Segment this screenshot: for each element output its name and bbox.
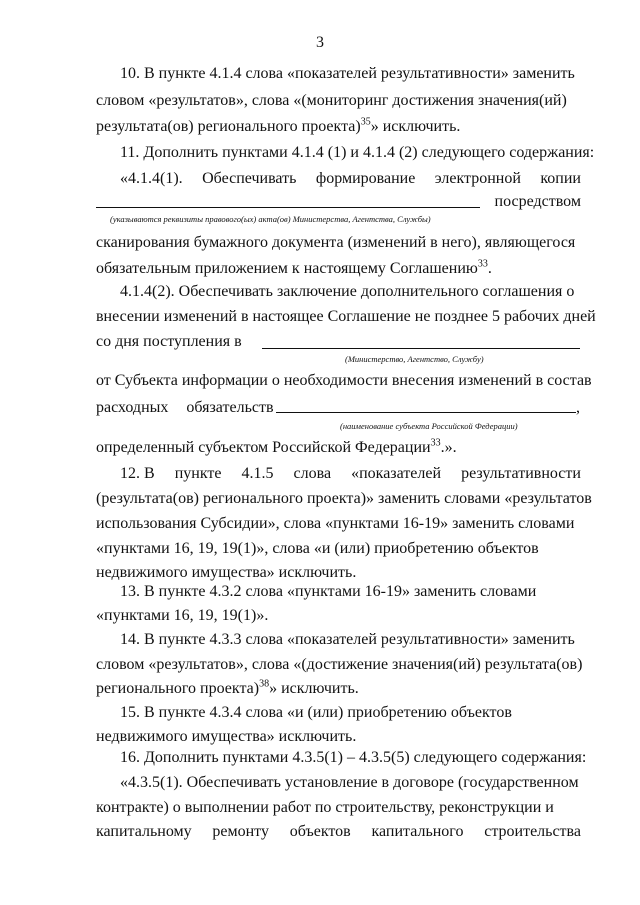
clause-word: ремонту [212, 823, 269, 840]
item-12-line-5: недвижимого имущества» исключить. [96, 564, 357, 581]
blank-note-ministry: (Министерство, Агентство, Службу) [345, 354, 484, 364]
blank-line-subject [276, 412, 576, 413]
clause-word: копии [540, 170, 581, 187]
clause-word: формирование [315, 170, 416, 187]
clause-4-1-4-2-line-4: от Субъекта информации о необходимости внесения изменений в состав [96, 372, 592, 389]
item-14-line-3-text: регионального проекта) [96, 680, 260, 697]
item-10-line-3-text: результата(ов) регионального проекта) [96, 118, 361, 135]
clause-4-1-4-2-line-5 [96, 398, 581, 418]
clause-4-1-4-1-posredstvom: посредством [494, 193, 581, 210]
item-10-line-2: словом «результатов», слова «(мониторинг достижения значения(ий) [96, 92, 567, 109]
blank-line-ministry [262, 348, 580, 349]
clause-4-3-5-1-line-3 [96, 822, 581, 842]
blank-note-legal-acts: (указываются реквизиты правового(ых) акта(ов) Министерства, Агентства, Службы) [110, 214, 431, 224]
item-12-line-1 [120, 464, 581, 484]
item-13-line-1: 13. В пункте 4.3.2 слова «пунктами 16-19» заменить словами [120, 583, 537, 600]
clause-4-1-4-2-line-1: 4.1.4(2). Обеспечивать заключение дополнительного соглашения о [120, 283, 575, 300]
clause-word: электронной [434, 170, 521, 187]
clause-word: капитального [371, 823, 464, 840]
item-15-line-2: недвижимого имущества» исключить. [96, 728, 357, 745]
item-14-line-1: 14. В пункте 4.3.3 слова «показателей результативности» заменить [120, 631, 575, 648]
item-12-line-4: «пунктами 16, 19, 19(1)», слова «и (или) приобретению объектов [96, 540, 539, 557]
clause-4-1-4-1-line-4 [96, 259, 581, 279]
clause-word: «4.1.4(1). [120, 170, 183, 187]
item-12-line-3: использования Субсидии», слова «пунктами 16-19» заменить словами [96, 515, 575, 532]
item-10-line-1: 10. В пункте 4.1.4 слова «показателей результативности» заменить [120, 65, 575, 82]
item-11-line-1: 11. Дополнить пунктами 4.1.4 (1) и 4.1.4 (2) следующего содержания: [120, 144, 595, 161]
clause-4-1-4-2-line-6-text: определенный субъектом Российской Федерации [96, 439, 431, 456]
item-14-line-2: словом «результатов», слова «(достижение значения(ий) результата(ов) [96, 656, 583, 673]
clause-4-1-4-1-line-4-tail: . [487, 260, 492, 277]
item-12-word: 4.1.5 [241, 465, 274, 482]
item-12-word: 12. В [120, 465, 155, 482]
clause-word: Обеспечивать [202, 170, 297, 187]
clause-4-1-4-2-word-raskhodnykh: расходных [96, 399, 169, 416]
clause-4-1-4-2-word-obyazatelstv: обязательств [186, 399, 274, 416]
clause-word: объектов [289, 823, 351, 840]
item-14-line-3 [96, 679, 581, 699]
item-12-word: пункте [174, 465, 222, 482]
footnote-ref-33b: 33 [430, 437, 441, 449]
clause-4-3-5-1-line-2: контракте) о выполнении работ по строительству, реконструкции и [96, 799, 554, 816]
item-10-line-3-tail: » исключить. [370, 118, 461, 135]
item-15-line-1: 15. В пункте 4.3.4 слова «и (или) приобретению объектов [120, 704, 512, 721]
item-16-line-1: 16. Дополнить пунктами 4.3.5(1) – 4.3.5(5) следующего содержания: [120, 749, 587, 766]
clause-4-1-4-1-line-1 [120, 169, 581, 189]
footnote-ref-35: 35 [360, 116, 371, 128]
blank-line-legal-acts [96, 207, 480, 208]
page-number: 3 [316, 34, 324, 51]
clause-4-1-4-1-line-3: сканирования бумажного документа (изменений в него), являющегося [96, 234, 576, 251]
item-13-line-2: «пунктами 16, 19, 19(1)». [96, 607, 269, 624]
clause-4-1-4-1-line-4-text: обязательным приложением к настоящему Соглашению [96, 260, 478, 277]
blank-note-subject: (наименование субъекта Российской Федерации) [340, 421, 518, 431]
item-10-line-3 [96, 117, 581, 137]
footnote-ref-33: 33 [477, 258, 488, 270]
item-12-word: результативности [461, 465, 581, 482]
clause-word: строительства [484, 823, 581, 840]
clause-4-1-4-2-line-3: со дня поступления в [96, 333, 242, 350]
item-14-line-3-tail: » исключить. [269, 680, 359, 697]
footnote-ref-38: 38 [259, 678, 270, 690]
clause-word: капитальному [96, 823, 192, 840]
item-12-word: «показателей [351, 465, 442, 482]
item-12-word: слова [293, 465, 332, 482]
clause-4-1-4-2-line-2: внесении изменений в настоящее Соглашение не позднее 5 рабочих дней [96, 308, 596, 325]
item-12-line-2: (результата(ов) регионального проекта)» заменить словами «результатов [96, 490, 592, 507]
clause-4-1-4-2-line-6-tail: .». [440, 439, 457, 456]
clause-4-3-5-1-line-1: «4.3.5(1). Обеспечивать установление в договоре (государственном [120, 774, 579, 791]
clause-4-1-4-2-line-6 [96, 438, 581, 458]
clause-4-1-4-2-comma: , [576, 399, 580, 416]
